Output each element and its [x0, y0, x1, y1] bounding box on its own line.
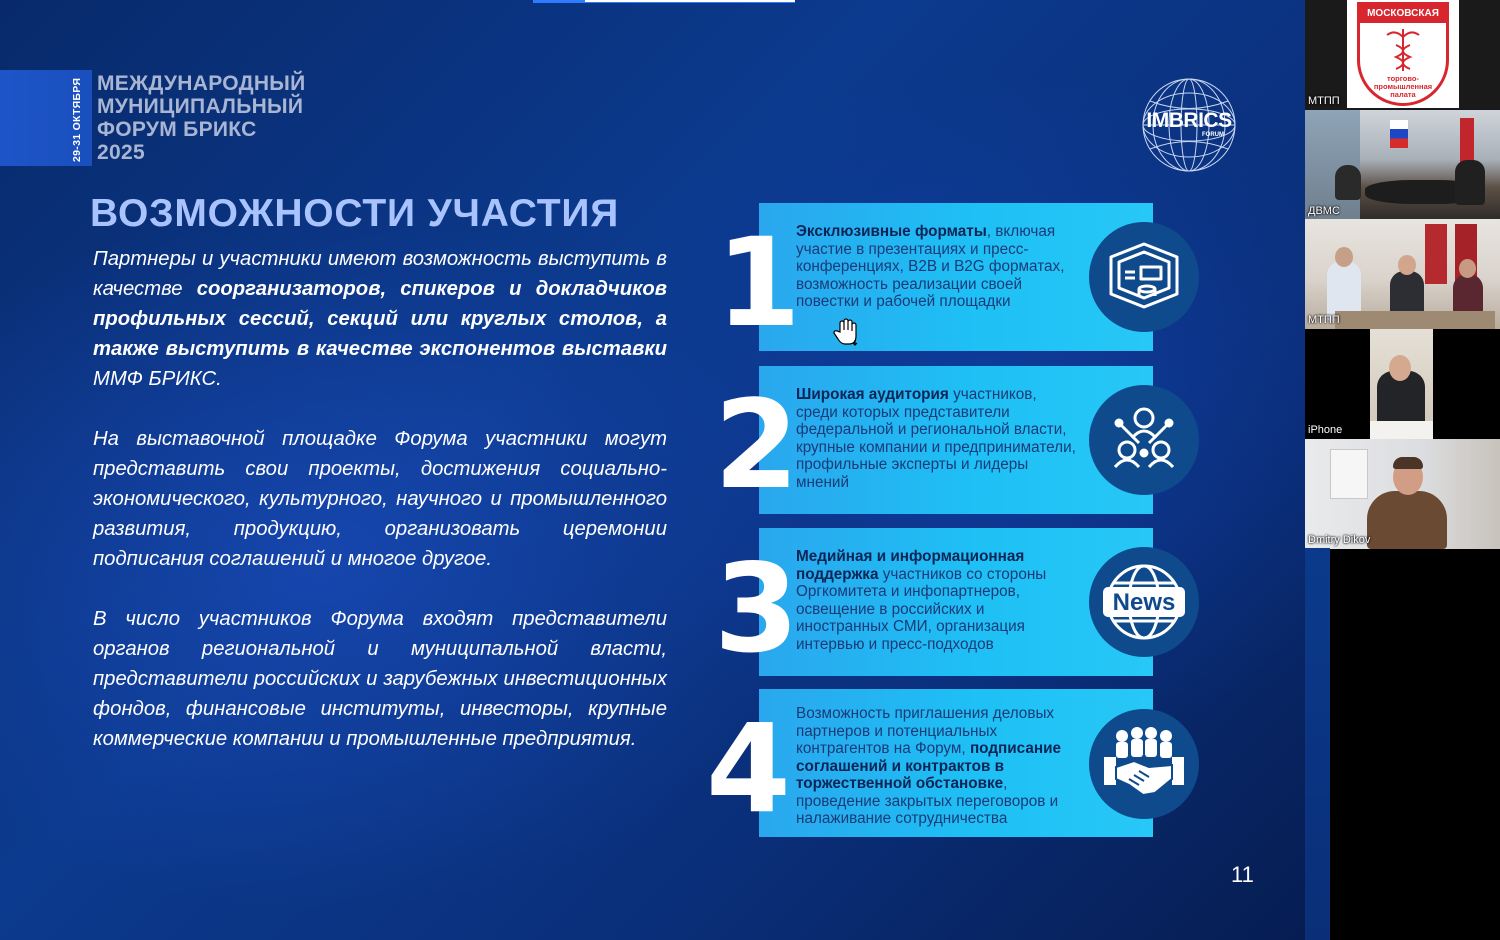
card-3-text: Медийная и информационная поддержка участников со стороны Оргкомитета и инфопартнеров, освещение в российских и иностранных СМИ, организация интервью и пресс-подходов [796, 548, 1047, 653]
participant-name: МТПП [1308, 314, 1340, 326]
card-1-text: Эксклюзивные форматы, включая участие в презентациях и пресс-конференциях, B2B и B2G форматах, возможность реализации своей повестки и рабочей площадки [796, 223, 1065, 310]
card-4-text: Возможность приглашения деловых партнеров и потенциальных контрагентов на Форум, подписание соглашений и контрактов в торжественной обстановке, проведение закрытых переговоров и налаживание сотрудничества [796, 705, 1062, 827]
participant-tile[interactable] [1305, 329, 1500, 439]
paragraph-1: Партнеры и участники имеют возможность выступить в качестве соорганизаторов, спикеров и докладчиков профильных сессий, секций или круглых столов, а также выступить в качестве экспонентов выставки ММФ БРИКС. [93, 248, 668, 390]
imbrics-logo [1140, 76, 1238, 174]
participant-tile[interactable] [1305, 0, 1500, 110]
participant-tile[interactable] [1305, 219, 1500, 329]
logo-subtext: FORUM [1202, 132, 1224, 138]
flag [1390, 120, 1408, 148]
card-2-text: Широкая аудитория участников, среди которых представители федеральной и региональной власти, крупные компании и предприниматели, профильные эксперты и лидеры мнений [796, 386, 1076, 491]
paragraph-3: В число участников Форума входят представители органов региональной и муниципальной власти, представители российских и зарубежных инвестиционных фондов, финансовые институты, инвесторы, крупные коммерческие компании и промышленные предприятия. [93, 608, 667, 750]
hand-cursor-icon [833, 318, 861, 353]
mtpp-logo-title: МОСКОВСКАЯ [1360, 5, 1446, 23]
forum-title: МЕЖДУНАРОДНЫЙ МУНИЦИПАЛЬНЫЙ ФОРУМ БРИКС 2025 [97, 72, 306, 164]
forum-dates: 29-31 ОКТЯБРЯ [71, 77, 83, 162]
participant-name: ДВМС [1308, 205, 1340, 217]
card-1-number: 1 [716, 212, 801, 354]
flag [1425, 224, 1447, 284]
slide-edge [1305, 548, 1330, 940]
news-globe-icon [1089, 547, 1199, 657]
page-title: ВОЗМОЖНОСТИ УЧАСТИЯ [90, 192, 620, 235]
table [1335, 311, 1495, 329]
card-3-number: 3 [714, 538, 799, 680]
slide-number: 11 [1231, 862, 1254, 887]
participant-name: iPhone [1308, 424, 1343, 436]
paragraph-2: На выставочной площадке Форума участники могут представить свои проекты, достижения социально-экономического, культурного, научного и промышленного развития, продукцию, организовать церемонии подписания соглашений и многое другое. [93, 428, 667, 570]
exhibition-stand-icon [1089, 222, 1199, 332]
participant-name: Dmitry Dikov [1308, 534, 1371, 546]
participants-panel [1305, 0, 1500, 940]
slide-body [93, 244, 667, 784]
card-2-number: 2 [714, 374, 799, 516]
participant-name: МТПП [1308, 95, 1340, 107]
handshake-icon [1089, 709, 1199, 819]
card-4-number: 4 [706, 698, 791, 840]
mtpp-logo-subtitle: торгово- промышленная палата [1373, 74, 1433, 99]
mtpp-logo [1347, 0, 1459, 108]
caduceus-icon [1383, 25, 1423, 73]
logo-text: IMBRICS [1146, 109, 1232, 132]
participant-tile[interactable] [1305, 110, 1500, 220]
participant-tile[interactable] [1305, 439, 1500, 549]
whiteboard [1330, 449, 1368, 499]
audience-icon [1089, 385, 1199, 495]
news-label: News [1112, 589, 1176, 616]
top-progress-line [585, 0, 795, 2]
